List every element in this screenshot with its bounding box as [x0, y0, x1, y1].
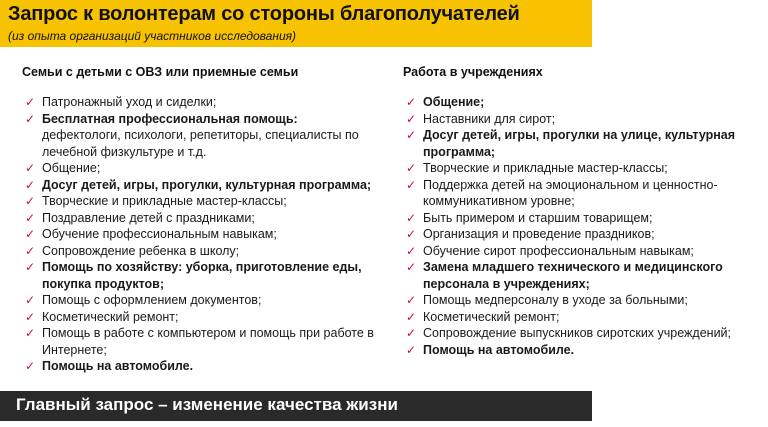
- footer-banner: [0, 391, 592, 421]
- item-text: Общение;: [42, 161, 101, 175]
- checkmark-icon: ✓: [406, 128, 417, 142]
- checkmark-icon: ✓: [25, 177, 36, 192]
- item-bold-text: Помощь на автомобиле.: [423, 342, 575, 357]
- item-text: Наставники для сирот;: [423, 111, 556, 126]
- list-item: [22, 160, 377, 177]
- list-item: [403, 243, 743, 260]
- item-text: Творческие и прикладные мастер-классы;: [42, 194, 287, 208]
- list-item: [403, 309, 743, 326]
- left-column: [22, 64, 377, 375]
- item-text: Обучение сирот профессиональным навыкам;: [423, 243, 694, 258]
- left-column-heading: Семьи с детьми с ОВЗ или приемные семьи: [22, 65, 299, 79]
- list-item: [403, 259, 743, 292]
- list-item: [22, 177, 377, 194]
- checkmark-icon: ✓: [25, 309, 36, 324]
- list-item: [403, 177, 743, 210]
- list-item: [22, 292, 377, 309]
- checkmark-icon: ✓: [406, 243, 417, 258]
- checkmark-icon: ✓: [25, 210, 36, 225]
- item-bold-text: Досуг детей, игры, прогулки на улице, культурная программа;: [423, 128, 736, 159]
- title-banner: [0, 0, 592, 47]
- right-item-list: [403, 94, 743, 358]
- list-item: [403, 325, 743, 342]
- list-item: [403, 160, 743, 177]
- item-text: Патронажный уход и сиделки;: [42, 95, 217, 109]
- checkmark-icon: ✓: [406, 342, 417, 357]
- checkmark-icon: ✓: [25, 227, 36, 241]
- list-item: [22, 210, 377, 227]
- list-item: [403, 342, 743, 359]
- item-bold-text: Помощь по хозяйству: уборка, приготовление еды, покупка продуктов;: [42, 260, 362, 291]
- right-column: [403, 64, 743, 358]
- item-text: Сопровождение выпускников сиротских учреждений;: [423, 326, 732, 340]
- checkmark-icon: ✓: [406, 227, 417, 241]
- checkmark-icon: ✓: [406, 210, 417, 225]
- footer-text: Главный запрос – изменение качества жизни: [16, 395, 398, 414]
- page-subtitle: (из опыта организаций участников исследования): [8, 29, 297, 43]
- item-bold-text: Помощь на автомобиле.: [42, 359, 194, 373]
- checkmark-icon: ✓: [25, 161, 36, 175]
- checkmark-icon: ✓: [406, 293, 417, 307]
- item-bold-text: Общение;: [423, 95, 485, 109]
- item-text: Косметический ремонт;: [42, 309, 179, 324]
- item-text: Творческие и прикладные мастер-классы;: [423, 161, 668, 175]
- list-item: [403, 292, 743, 309]
- item-text: дефектологи, психологи, репетиторы, специалисты по лечебной физкультуре и т.д.: [42, 128, 359, 159]
- item-text: Организация и проведение праздников;: [423, 227, 655, 241]
- item-text: Косметический ремонт;: [423, 309, 560, 324]
- list-item: [22, 309, 377, 326]
- item-bold-text: Досуг детей, игры, прогулки, культурная программа;: [42, 177, 372, 192]
- page-title: Запрос к волонтерам со стороны благополучателей: [8, 3, 520, 25]
- checkmark-icon: ✓: [406, 177, 417, 192]
- checkmark-icon: ✓: [25, 95, 36, 109]
- list-item: [403, 111, 743, 128]
- item-text: Обучение профессиональным навыкам;: [42, 227, 277, 241]
- list-item: [22, 226, 377, 243]
- item-bold-text: Замена младшего технического и медицинского персонала в учреждениях;: [423, 260, 723, 291]
- checkmark-icon: ✓: [25, 359, 36, 373]
- list-item: [403, 94, 743, 111]
- item-text: Сопровождение ребенка в школу;: [42, 243, 240, 258]
- checkmark-icon: ✓: [406, 161, 417, 175]
- item-text: Помощь в работе с компьютером и помощь при работе в Интернете;: [42, 326, 374, 357]
- list-item: [403, 210, 743, 227]
- item-text: Помощь медперсоналу в уходе за больными;: [423, 293, 688, 307]
- checkmark-icon: ✓: [406, 309, 417, 324]
- item-text: Помощь с оформлением документов;: [42, 293, 262, 307]
- checkmark-icon: ✓: [406, 95, 417, 109]
- list-item: [22, 94, 377, 111]
- checkmark-icon: ✓: [25, 243, 36, 258]
- list-item: [22, 259, 377, 292]
- checkmark-icon: ✓: [25, 293, 36, 307]
- checkmark-icon: ✓: [25, 326, 36, 340]
- checkmark-icon: ✓: [25, 260, 36, 274]
- item-text: Поздравление детей с праздниками;: [42, 210, 255, 225]
- list-item: [22, 193, 377, 210]
- list-item: [22, 358, 377, 375]
- list-item: [403, 226, 743, 243]
- list-item: [22, 111, 377, 161]
- item-bold-text: Бесплатная профессиональная помощь:: [42, 111, 298, 126]
- list-item: [22, 325, 377, 358]
- item-text: Быть примером и старшим товарищем;: [423, 210, 653, 225]
- checkmark-icon: ✓: [25, 111, 36, 126]
- checkmark-icon: ✓: [25, 194, 36, 208]
- checkmark-icon: ✓: [406, 260, 417, 274]
- list-item: [403, 127, 743, 160]
- left-item-list: [22, 94, 377, 375]
- list-item: [22, 243, 377, 260]
- checkmark-icon: ✓: [406, 111, 417, 126]
- item-text: Поддержка детей на эмоциональном и ценностно-коммуникативном уровне;: [423, 177, 718, 208]
- checkmark-icon: ✓: [406, 326, 417, 340]
- right-column-heading: Работа в учреждениях: [403, 65, 543, 79]
